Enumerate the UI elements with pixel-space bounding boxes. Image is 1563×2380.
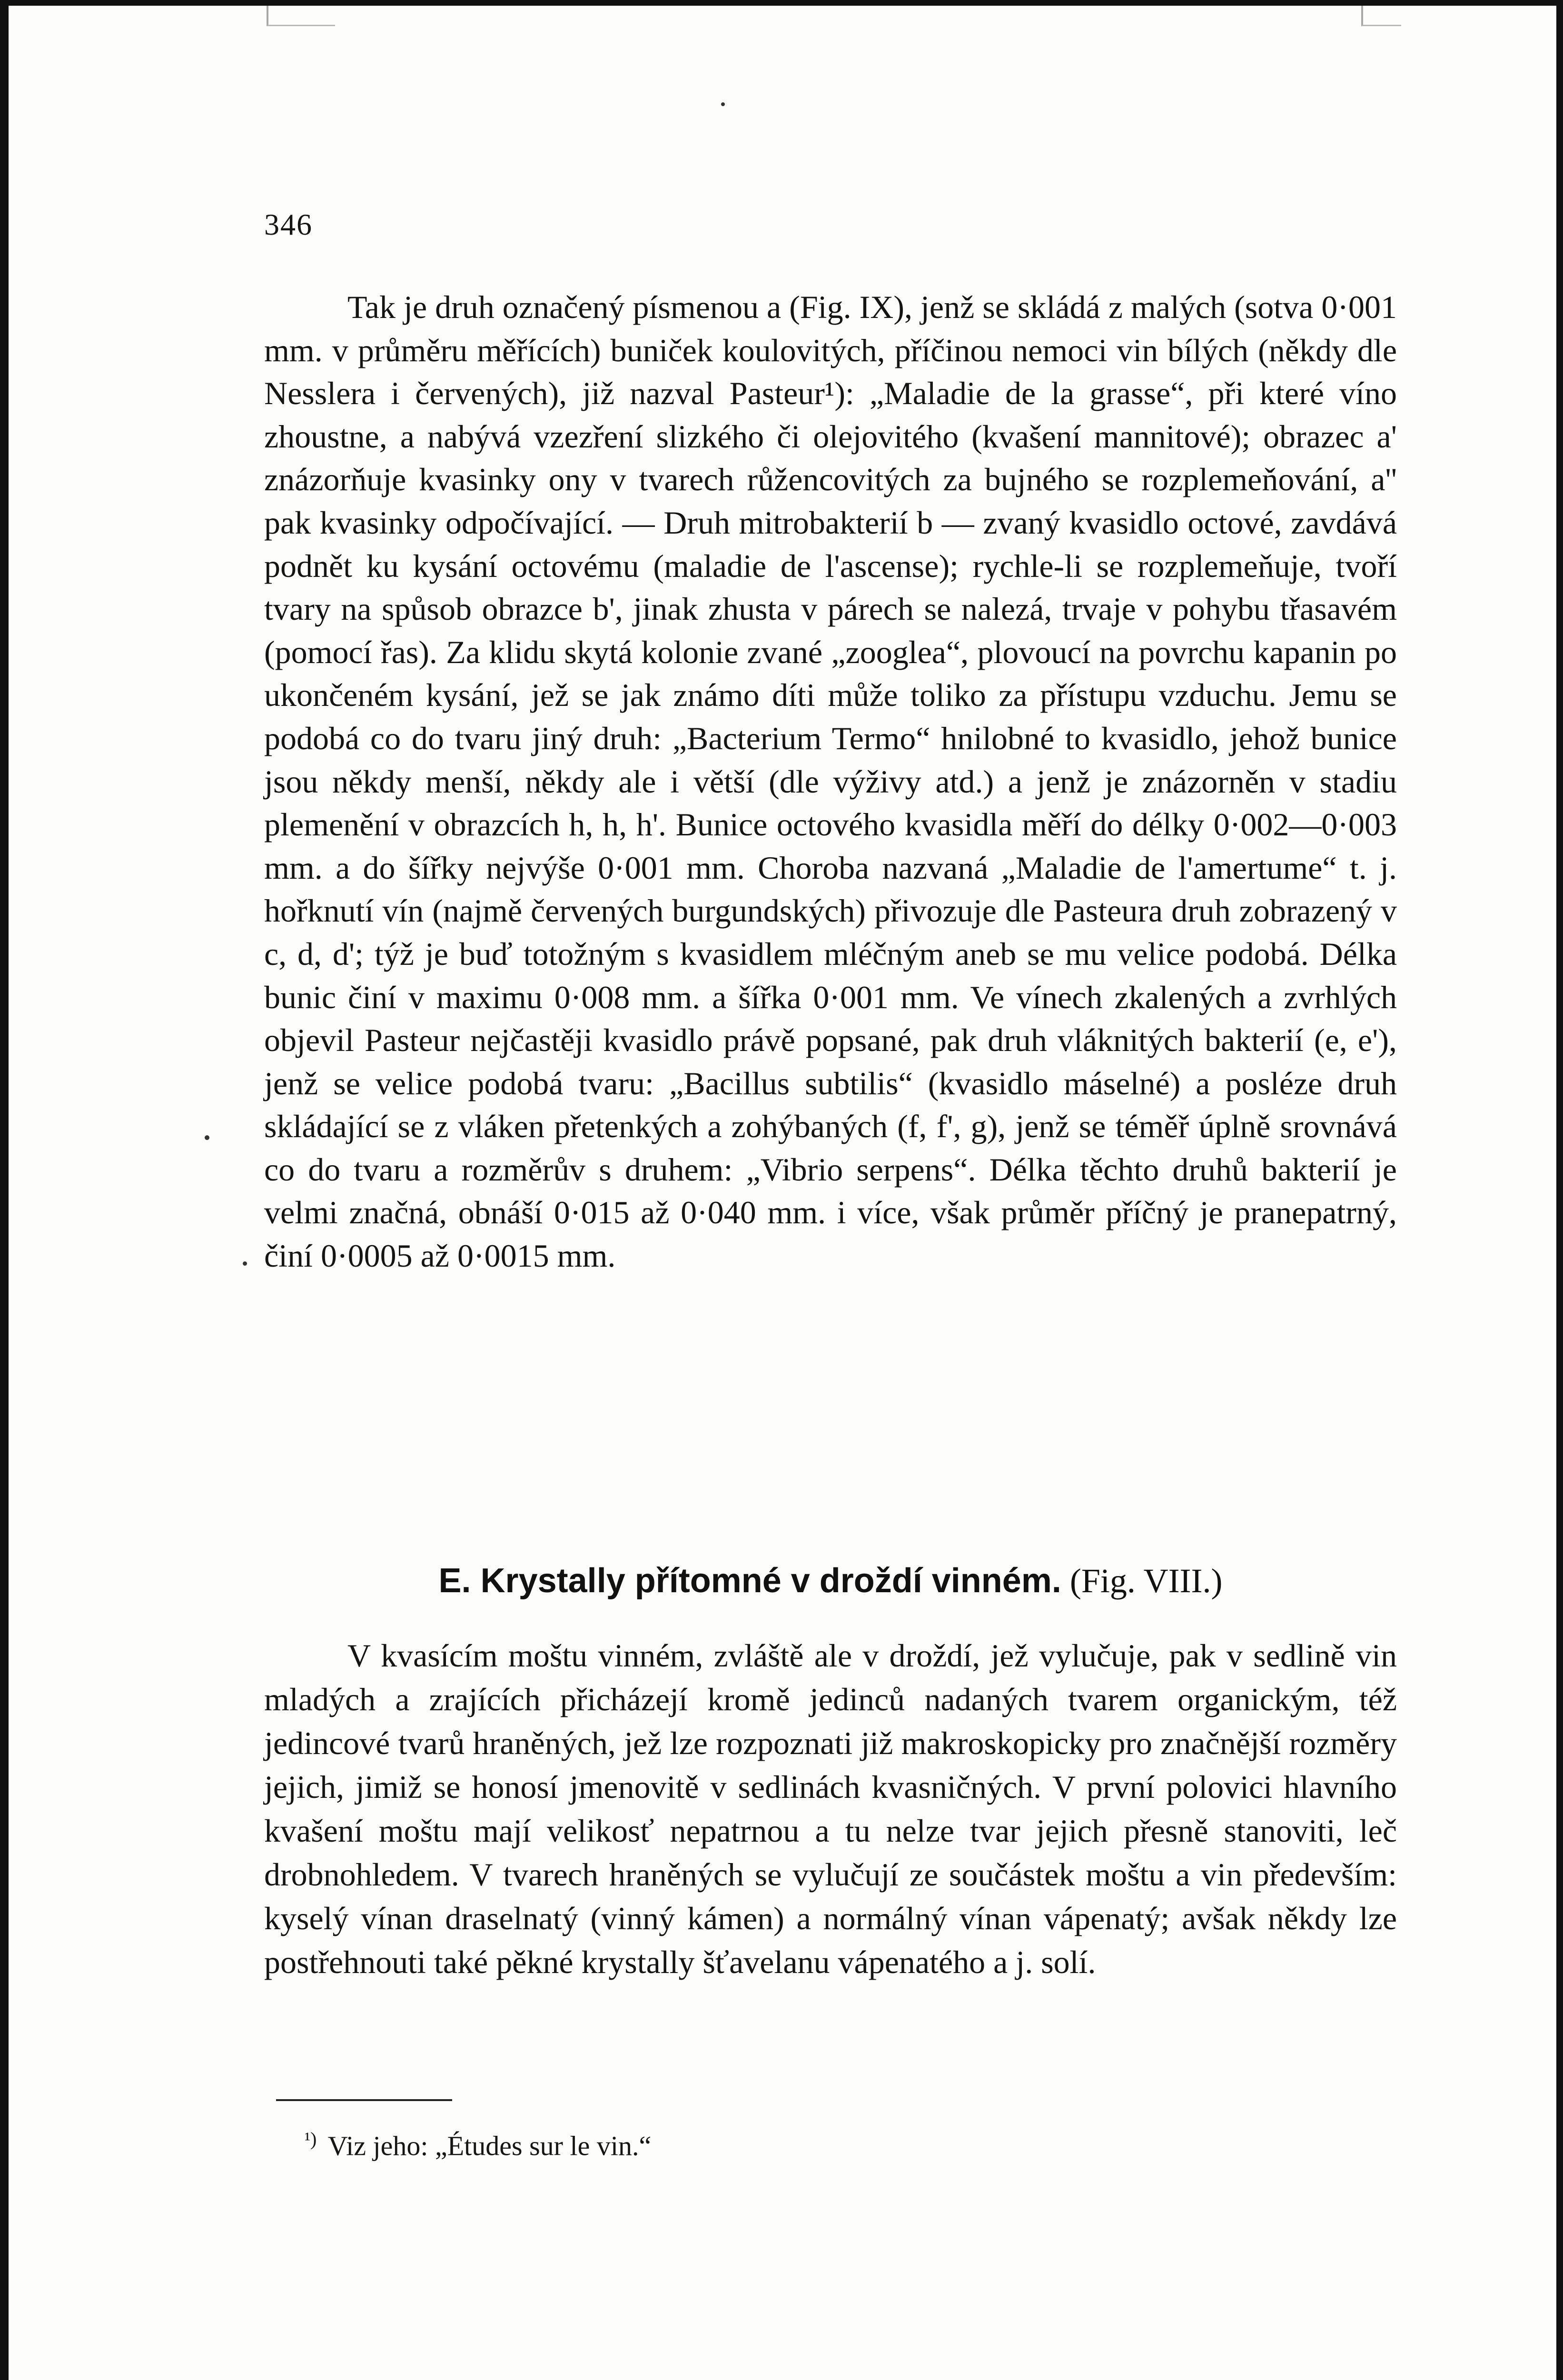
footnote-rule	[276, 2099, 452, 2101]
footnote-marker: ¹)	[305, 2128, 317, 2150]
scan-artifact-mark	[267, 6, 335, 26]
scan-speck	[205, 1135, 209, 1140]
scan-speck	[243, 1261, 247, 1266]
scan-border-right	[1556, 0, 1563, 2380]
body-paragraph-1: Tak je druh označený písmenou a (Fig. IX), jenž se skládá z malých (sotva 0·001 mm. v průměru měřících) buniček koulovitých, příčinou nemoci vin bílých (někdy dle Nesslera i červených), již nazval Pasteur¹): „Maladie de la grasse“, při které víno zhoustne, a nabývá vzezření slizkého či olejovitého (kvašení mannitové); obrazec a' znázorňuje kvasinky ony v tvarech růžencovitých za bujného se rozplemeňování, a'' pak kvasinky odpočívající. — Druh mitrobakterií b — zvaný kvasidlo octové, zavdává podnět ku kysání octovému (maladie de l'ascense); rychle-li se rozplemeňuje, tvoří tvary na spůsob obrazce b', jinak zhusta v párech se nalezá, trvaje v pohybu třasavém (pomocí řas). Za klidu skytá kolonie zvané „zooglea“, plovoucí na povrchu kapanin po ukončeném kysání, jež se jak známo díti může toliko za přístupu vzduchu. Jemu se podobá co do tvaru jiný druh: „Bacterium Termo“ hnilobné to kvasidlo, jehož bunice jsou někdy menší, někdy ale i větší (dle výživy atd.) a jenž je znázorněn v stadiu plemenění v obrazcích h, h, h'. Bunice octového kvasidla měří do délky 0·002—0·003 mm. a do šířky nejvýše 0·001 mm. Choroba nazvaná „Maladie de l'amertume“ t. j. hořknutí vín (najmě červených burgundských) přivozuje dle Pasteura druh zobrazený v c, d, d'; týž je buď totožným s kvasidlem mléčným aneb se mu velice podobá. Délka bunic činí v maximu 0·008 mm. a šířka 0·001 mm. Ve vínech zkalených a zvrhlých objevil Pasteur nejčastěji kvasidlo právě popsané, pak druh vláknitých bakterií (e, e'), jenž se velice podobá tvaru: „Bacillus subtilis“ (kvasidlo máselné) a posléze druh skládající se z vláken přetenkých a zohýbaných (f, f', g), jenž se téměř úplně srovnává co do tvaru a rozměrův s druhem: „Vibrio serpens“. Délka těchto druhů bakterií je velmi značná, obnáší 0·015 až 0·040 mm. i více, však průměr příčný je pranepatrný, činí 0·0005 až 0·0015 mm.	[264, 289, 1397, 1274]
scan-artifact-mark	[1361, 6, 1401, 26]
section-heading-title: E. Krystally přítomné v droždí vinném.	[438, 1562, 1061, 1600]
footnote	[305, 2128, 651, 2162]
section-heading	[264, 1561, 1397, 1601]
footnote-text: Viz jeho: „Études sur le vin.“	[327, 2130, 652, 2162]
page-number: 346	[264, 208, 313, 241]
scan-border-left	[0, 0, 9, 2380]
section-heading-figure-ref: (Fig. VIII.)	[1069, 1562, 1223, 1600]
scan-speck	[721, 102, 725, 106]
scan-border-top	[0, 0, 1563, 6]
body-paragraph-2: V kvasícím moštu vinném, zvláště ale v droždí, jež vylučuje, pak v sedlině vin mladých a zrajících přicházejí kromě jedinců nadaných tvarem organickým, též jedincové tvarů hraněných, jež lze rozpoznati již makroskopicky pro značnější rozměry jejich, jimiž se honosí jmenovitě v sedlinách kvasničných. V první polovici hlavního kvašení moštu mají velikosť nepatrnou a tu nelze tvar jejich přesně stanoviti, leč drobnohledem. V tvarech hraněných se vylučují ze součástek moštu a vin především: kyselý vínan draselnatý (vinný kámen) a normálný vínan vápenatý; avšak někdy lze postřehnouti také pěkné krystally šťavelanu vápenatého a j. solí.	[264, 1637, 1397, 1980]
